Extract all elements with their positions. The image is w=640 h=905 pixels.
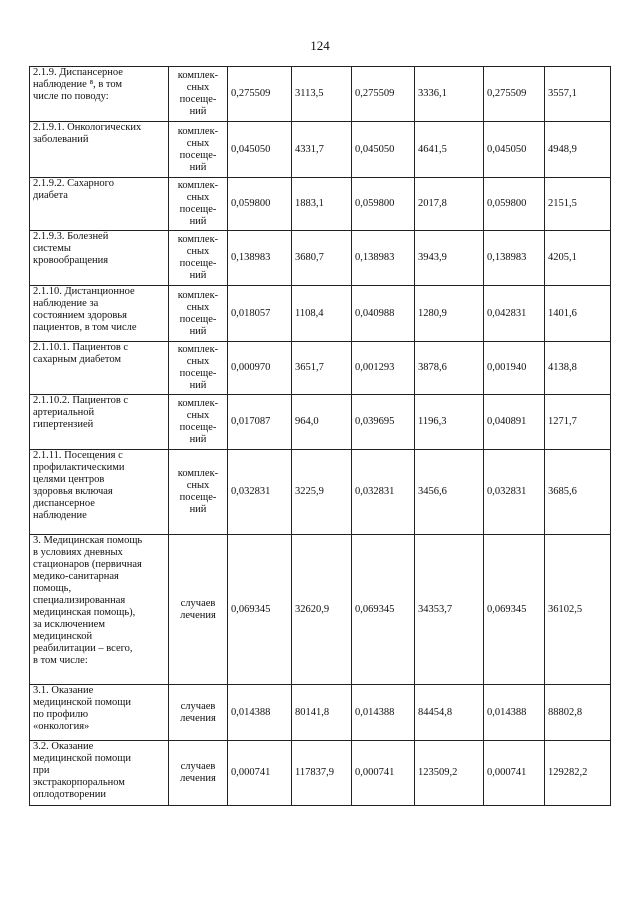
unit-cell [169, 286, 228, 342]
row-label [30, 286, 169, 342]
unit-line: сных [186, 301, 210, 313]
value-cell: 0,059800 [228, 178, 292, 231]
value-cell: 3685,6 [545, 450, 611, 535]
value-cell: 0,275509 [352, 67, 415, 122]
row-label-line: помощь, [33, 583, 72, 594]
unit-line: комплек- [177, 344, 219, 355]
unit-line: комплек- [177, 70, 219, 81]
row-label-line: диспансерное [33, 498, 95, 509]
row-label [30, 231, 169, 286]
table-row [30, 231, 611, 286]
unit-line: сных [186, 410, 210, 421]
row-label-line: оплодотворении [33, 789, 107, 800]
row-label-line: 3.1. Оказание [33, 685, 94, 696]
table-row [30, 286, 611, 342]
unit-line: посеще- [179, 313, 217, 325]
row-label-line: гипертензией [33, 419, 94, 430]
unit-line: комплек- [177, 289, 219, 301]
row-label [30, 685, 169, 741]
value-cell: 0,000741 [352, 741, 415, 806]
row-label [30, 67, 169, 122]
unit-line: лечения [180, 609, 216, 621]
row-label-line: сахарным диабетом [33, 354, 122, 365]
row-label-line: реабилитации – всего, [33, 643, 133, 654]
row-label-line: 2.1.10.1. Пациентов с [33, 342, 129, 353]
row-label-line: кровообращения [33, 255, 109, 266]
row-label-line: «онкология» [33, 721, 90, 732]
value-cell: 0,275509 [484, 67, 545, 122]
value-cell: 0,018057 [228, 286, 292, 342]
unit-line: ний [189, 380, 207, 391]
table-row [30, 67, 611, 122]
row-label-line: 2.1.9.3. Болезней [33, 231, 109, 242]
table-row [30, 535, 611, 685]
unit-cell [169, 450, 228, 535]
row-label-line: медицинской помощи [33, 697, 131, 708]
unit-line: комплек- [177, 180, 219, 191]
row-label [30, 535, 169, 685]
unit-line: ний [189, 325, 207, 337]
row-label-line: 2.1.11. Посещения с [33, 450, 123, 461]
row-label-line: в условиях дневных [33, 547, 123, 558]
unit-cell [169, 535, 228, 685]
value-cell: 0,059800 [484, 178, 545, 231]
value-cell: 1280,9 [415, 286, 484, 342]
unit-cell [169, 342, 228, 395]
table-row [30, 342, 611, 395]
value-cell: 123509,2 [415, 741, 484, 806]
unit-cell [169, 395, 228, 450]
value-cell: 0,040891 [484, 395, 545, 450]
value-cell: 0,032831 [484, 450, 545, 535]
value-cell: 0,000970 [228, 342, 292, 395]
row-label [30, 450, 169, 535]
value-cell: 80141,8 [292, 685, 352, 741]
value-cell: 4948,9 [545, 122, 611, 178]
row-label-line: стационаров (первичная [33, 559, 142, 570]
table-row [30, 685, 611, 741]
value-cell: 3456,6 [415, 450, 484, 535]
row-label-line: медицинской [33, 631, 93, 642]
row-label-line: диабета [33, 190, 68, 201]
row-label-line: числе по поводу: [33, 91, 109, 102]
value-cell: 0,039695 [352, 395, 415, 450]
row-label [30, 178, 169, 231]
unit-line: посеще- [179, 422, 217, 433]
unit-line: посеще- [179, 368, 217, 379]
value-cell: 4641,5 [415, 122, 484, 178]
unit-line: случаев [180, 700, 216, 712]
unit-line: сных [186, 356, 210, 367]
value-cell: 0,045050 [352, 122, 415, 178]
unit-line: комплек- [177, 125, 219, 137]
row-label-line: 2.1.10.2. Пациентов с [33, 395, 129, 406]
value-cell: 1401,6 [545, 286, 611, 342]
unit-line: ний [189, 434, 207, 445]
value-cell: 0,040988 [352, 286, 415, 342]
value-cell: 0,138983 [484, 231, 545, 286]
value-cell: 0,017087 [228, 395, 292, 450]
row-label-line: здоровья включая [33, 486, 113, 497]
value-cell: 3943,9 [415, 231, 484, 286]
value-cell: 0,014388 [228, 685, 292, 741]
value-cell: 0,045050 [228, 122, 292, 178]
row-label-line: медицинской помощи [33, 753, 131, 764]
value-cell: 1108,4 [292, 286, 352, 342]
value-cell: 2017,8 [415, 178, 484, 231]
row-label [30, 395, 169, 450]
value-cell: 3557,1 [545, 67, 611, 122]
row-label [30, 342, 169, 395]
unit-line: случаев [180, 761, 216, 772]
row-label-line: специализированная [33, 595, 126, 606]
table-row [30, 450, 611, 535]
value-cell: 0,014388 [484, 685, 545, 741]
medical-care-table [29, 66, 611, 806]
value-cell: 1271,7 [545, 395, 611, 450]
row-label-line: по профилю [33, 709, 89, 720]
value-cell: 129282,2 [545, 741, 611, 806]
value-cell: 0,138983 [228, 231, 292, 286]
unit-cell [169, 67, 228, 122]
unit-line: ний [189, 161, 207, 173]
row-label-line: медицинская помощь), [33, 607, 136, 618]
value-cell: 0,059800 [352, 178, 415, 231]
unit-cell [169, 178, 228, 231]
row-label-line: за исключением [33, 619, 105, 630]
value-cell: 3113,5 [292, 67, 352, 122]
row-label-line: целями центров [33, 474, 105, 485]
row-label-line: состоянием здоровья [33, 310, 127, 321]
unit-line: посеще- [179, 94, 217, 105]
value-cell: 0,001293 [352, 342, 415, 395]
row-label-line: наблюдение ⁸, в том [33, 79, 123, 90]
value-cell: 36102,5 [545, 535, 611, 685]
row-label-line: 2.1.9.2. Сахарного [33, 178, 114, 189]
value-cell: 964,0 [292, 395, 352, 450]
table-row [30, 395, 611, 450]
value-cell: 34353,7 [415, 535, 484, 685]
unit-line: комплек- [177, 468, 219, 479]
value-cell: 0,000741 [228, 741, 292, 806]
value-cell: 0,275509 [228, 67, 292, 122]
value-cell: 0,069345 [352, 535, 415, 685]
row-label [30, 122, 169, 178]
row-label-line: при [33, 765, 50, 776]
unit-line: лечения [180, 712, 216, 724]
unit-line: ний [189, 216, 207, 227]
unit-line: посеще- [179, 492, 217, 503]
table-row [30, 122, 611, 178]
value-cell: 32620,9 [292, 535, 352, 685]
page-number: 124 [310, 38, 330, 53]
row-label-line: 2.1.10. Дистанционное [33, 286, 135, 297]
table-row [30, 741, 611, 806]
row-label-line: артериальной [33, 407, 95, 418]
unit-line: комплек- [177, 234, 219, 245]
value-cell: 3878,6 [415, 342, 484, 395]
value-cell: 0,014388 [352, 685, 415, 741]
value-cell: 3225,9 [292, 450, 352, 535]
row-label-line: 2.1.9. Диспансерное [33, 67, 123, 78]
value-cell: 4205,1 [545, 231, 611, 286]
value-cell: 88802,8 [545, 685, 611, 741]
row-label-line: медико-санитарная [33, 571, 119, 582]
value-cell: 1883,1 [292, 178, 352, 231]
unit-cell [169, 122, 228, 178]
row-label-line: наблюдение за [33, 298, 99, 309]
value-cell: 0,001940 [484, 342, 545, 395]
value-cell: 3336,1 [415, 67, 484, 122]
row-label-line: 3. Медицинская помощь [33, 535, 143, 546]
table-row [30, 178, 611, 231]
value-cell: 0,138983 [352, 231, 415, 286]
value-cell: 0,042831 [484, 286, 545, 342]
unit-cell [169, 231, 228, 286]
unit-line: сных [186, 82, 210, 93]
value-cell: 84454,8 [415, 685, 484, 741]
row-label-line: экстракорпоральном [33, 777, 125, 788]
value-cell: 4138,8 [545, 342, 611, 395]
unit-line: ний [189, 106, 207, 117]
value-cell: 0,045050 [484, 122, 545, 178]
value-cell: 0,000741 [484, 741, 545, 806]
value-cell: 2151,5 [545, 178, 611, 231]
row-label-line: в том числе: [33, 655, 88, 666]
row-label-line: пациентов, в том числе [33, 322, 137, 333]
value-cell: 0,069345 [484, 535, 545, 685]
unit-line: комплек- [177, 398, 219, 409]
value-cell: 0,069345 [228, 535, 292, 685]
unit-line: сных [186, 480, 210, 491]
unit-line: лечения [180, 773, 216, 784]
unit-cell [169, 741, 228, 806]
value-cell: 1196,3 [415, 395, 484, 450]
row-label-line: 2.1.9.1. Онкологических [33, 122, 142, 133]
unit-line: ний [189, 270, 207, 281]
row-label-line: профилактическими [33, 462, 125, 473]
unit-line: ний [189, 504, 207, 515]
unit-line: посеще- [179, 204, 217, 215]
unit-line: посеще- [179, 258, 217, 269]
unit-line: сных [186, 192, 210, 203]
value-cell: 117837,9 [292, 741, 352, 806]
unit-line: сных [186, 246, 210, 257]
unit-line: случаев [180, 597, 216, 609]
row-label-line: системы [33, 243, 71, 254]
unit-line: сных [186, 137, 210, 149]
value-cell: 4331,7 [292, 122, 352, 178]
value-cell: 3651,7 [292, 342, 352, 395]
row-label-line: 3.2. Оказание [33, 741, 94, 752]
row-label-line: наблюдение [33, 510, 87, 521]
value-cell: 0,032831 [352, 450, 415, 535]
row-label-line: заболеваний [33, 134, 89, 145]
unit-line: посеще- [179, 149, 217, 161]
value-cell: 0,032831 [228, 450, 292, 535]
value-cell: 3680,7 [292, 231, 352, 286]
row-label [30, 741, 169, 806]
unit-cell [169, 685, 228, 741]
